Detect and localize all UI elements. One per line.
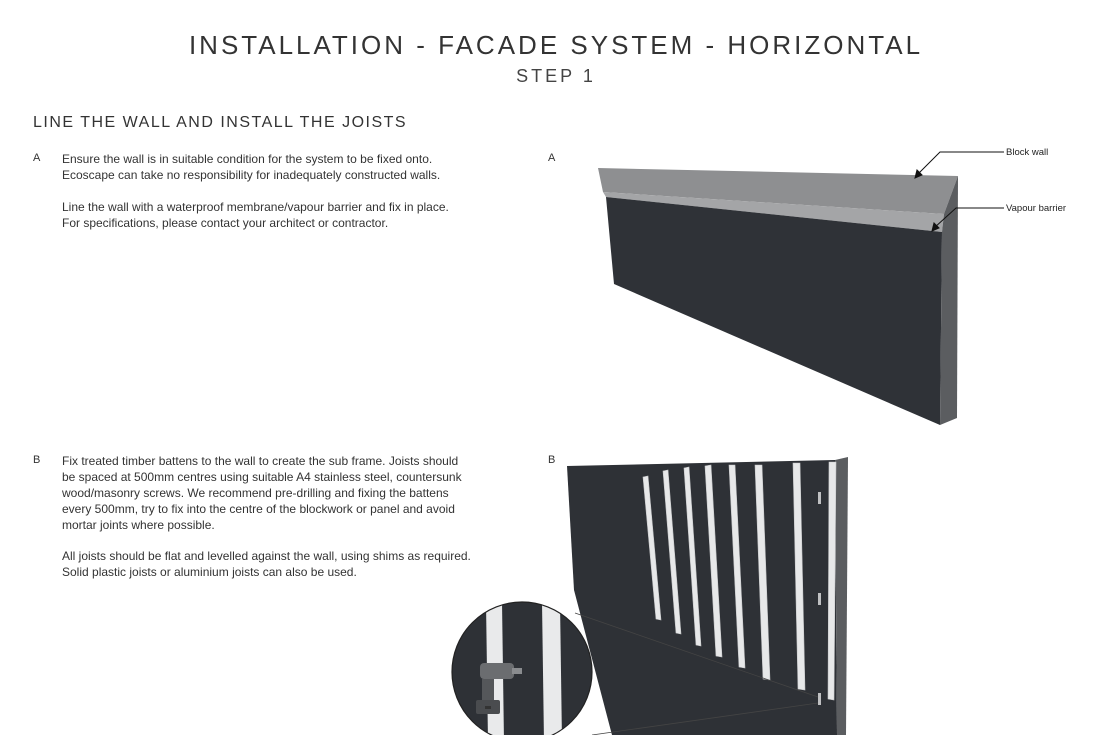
figure-b-letter: B <box>548 454 556 466</box>
step-b-paragraph-1: Fix treated timber battens to the wall to create the sub frame. Joists should be spaced at 500mm centres using suitable A4 stainless steel, countersunk wood/masonry screws. We recommend pre-drilling and fixing the battens every 500mm, try to fix into the centre of the blockwork or panel and avoid mortar joints where possible. <box>62 454 462 532</box>
step-a-letter: A <box>33 152 41 164</box>
wall-end-b <box>835 457 848 735</box>
leader-block-wall <box>917 152 1004 175</box>
callout-vapour-barrier: Vapour barrier <box>1006 203 1067 214</box>
zoom-detail <box>452 602 600 735</box>
figure-a-letter: A <box>548 152 556 164</box>
zoom-batten-2 <box>542 602 562 735</box>
step-b-letter: B <box>33 454 41 466</box>
figure-a-wall <box>598 168 958 425</box>
step-b-paragraph-2: All joists should be flat and levelled against the wall, using shims as required. Solid plastic joists or aluminium joists can also be used. <box>62 549 471 579</box>
page-title: INSTALLATION - FACADE SYSTEM - HORIZONTAL <box>188 30 924 60</box>
section-heading: LINE THE WALL AND INSTALL THE JOISTS <box>33 114 408 131</box>
wall-face-a <box>606 197 942 425</box>
callout-block-wall: Block wall <box>1006 147 1049 158</box>
screw-1 <box>818 492 821 504</box>
screw-2 <box>818 593 821 605</box>
step-a-paragraph-1: Ensure the wall is in suitable condition for the system to be fixed onto. Ecoscape can take no responsibility for inadequately constructed walls. <box>62 152 441 182</box>
screw-3 <box>818 693 821 705</box>
page-subtitle: STEP 1 <box>516 66 596 86</box>
step-a-paragraph-2: Line the wall with a waterproof membrane/vapour barrier and fix in place. For specifications, please contact your architect or contractor. <box>62 200 449 230</box>
